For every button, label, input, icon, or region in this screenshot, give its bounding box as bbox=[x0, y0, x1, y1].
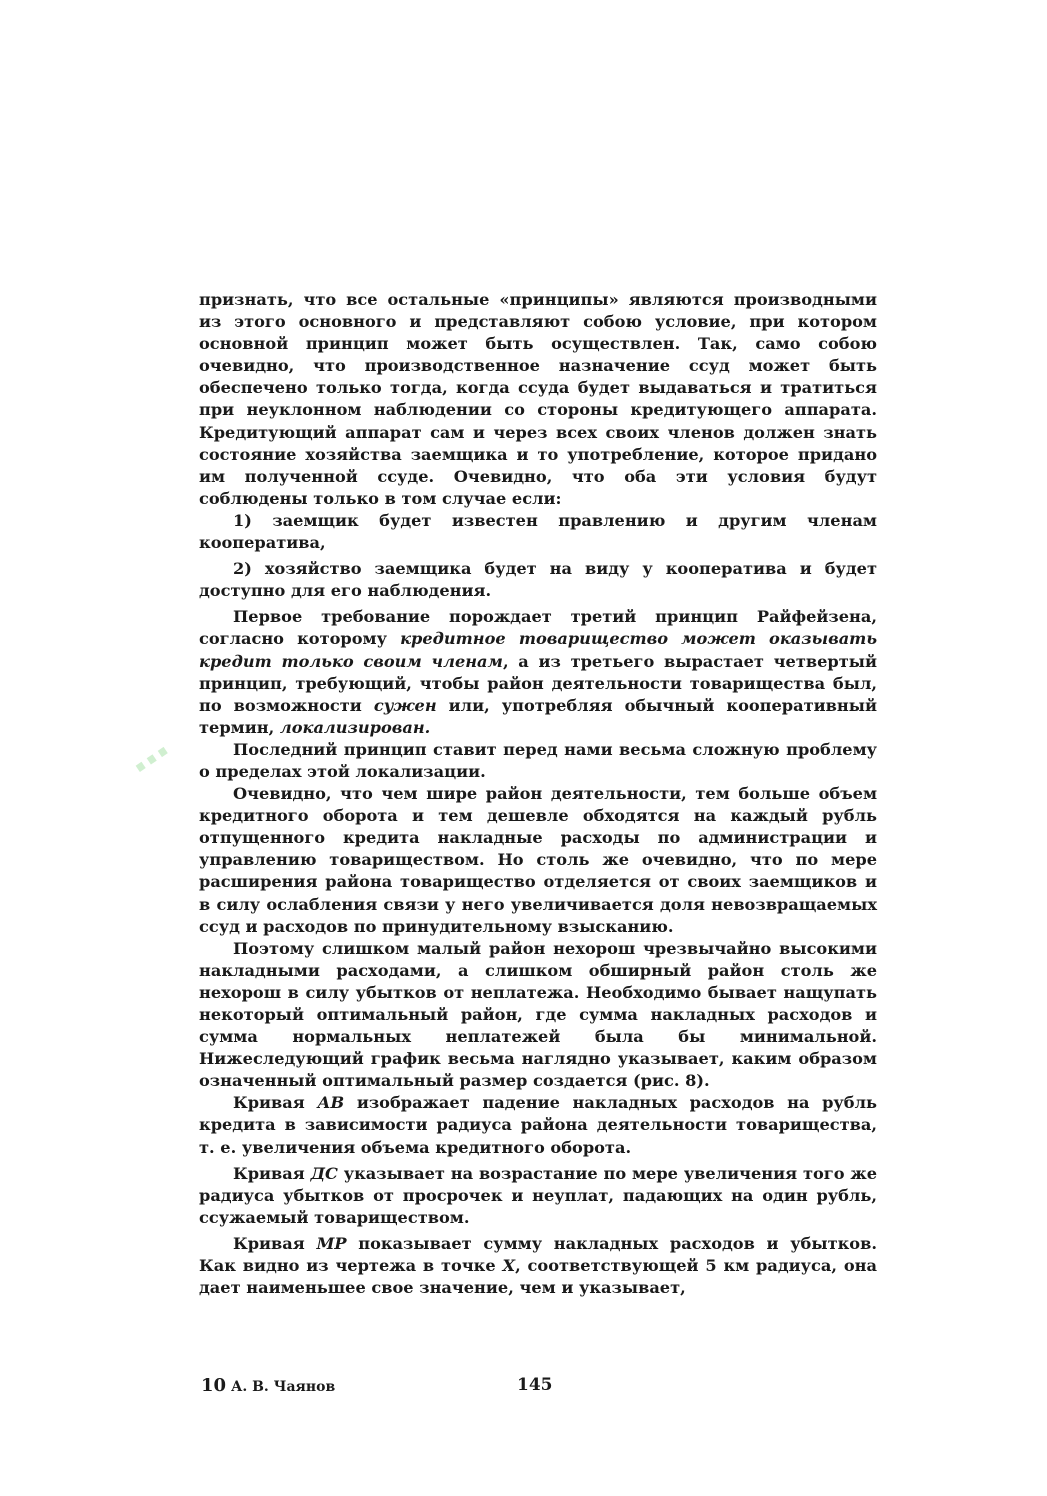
page-number: 145 bbox=[517, 1375, 553, 1395]
list-item-1: 1) заемщик будет известен правлению и другим членам кооператива, bbox=[199, 510, 877, 553]
paragraph-5: Поэтому слишком малый район нехорош чрезвычайно высокими накладными расходами, а слишком обширный район столь же нехорош в силу убытков от неплатежа. Необходимо бывает нащупать некоторый оптимальный район, где сумма накладных расходов и сумма нормальных неплатежей была бы минимальной. Нижеследующий график весьма наглядно указывает, каким образом означенный оптимальный размер создается (рис. 8). bbox=[199, 938, 877, 1091]
watermark: … bbox=[117, 718, 181, 783]
paragraph-1: признать, что все остальные «принципы» являются производными из этого основного и представляют собою условие, при котором основной принцип может быть осуществлен. Так, само собою очевидно, что производственное назначение ссуд может быть обеспечено только тогда, когда ссуда будет выдаваться и тратиться при неуклонном наблюдении со стороны кредитующего аппарата. Кредитующий аппарат сам и через всех своих членов должен знать состояние хозяйства заемщика и то употребление, которое придано им полученной ссуде. Очевидно, что оба эти условия будут соблюдены только в том случае если: bbox=[199, 290, 877, 508]
signature-number: 10 bbox=[201, 1375, 227, 1396]
paragraph-2: Первое требование порождает третий принцип Райфейзена, согласно которому кредитное товарищество может оказывать кредит только своим членам, а из третьего вырастает четвертый принцип, требующий, чтобы район деятельности товарищества был, по возможности сужен или, употребляя обычный кооперативный термин, локализирован. bbox=[199, 607, 877, 737]
paragraph-3: Последний принцип ставит перед нами весьма сложную проблему о пределах этой локализации. bbox=[199, 739, 877, 781]
page-body bbox=[199, 289, 877, 1299]
paragraph-4: Очевидно, что чем шире район деятельности, тем больше объем кредитного оборота и тем дешевле обходятся на каждый рубль отпущенного кредита накладные расходы по администрации и управлению товариществом. Но столь же очевидно, что по мере расширения района товарищество отделяется от своих заемщиков и в силу ослабления связи у него увеличивается доля невозвращаемых ссуд и расходов по принудительному взысканию. bbox=[199, 784, 877, 936]
paragraph-6: Кривая АВ изображает падение накладных расходов на рубль кредита в зависимости радиуса района деятельности товарищества, т. е. увеличения объема кредитного оборота. bbox=[199, 1093, 877, 1157]
paragraph-8: Кривая МР показывает сумму накладных расходов и убытков. Как видно из чертежа в точке Х, соответствующей 5 км радиуса, она дает наименьшее свое значение, чем и указывает, bbox=[199, 1233, 877, 1298]
paragraph-7: Кривая ДС указывает на возрастание по мере увеличения того же радиуса убытков от просрочек и неуплат, падающих на один рубль, ссужаемый товариществом. bbox=[199, 1163, 877, 1227]
list-item-2: 2) хозяйство заемщика будет на виду у кооператива и будет доступно для его наблюдения. bbox=[199, 559, 877, 601]
signature-mark bbox=[201, 1375, 335, 1396]
signature-author: А. В. Чаянов bbox=[230, 1379, 336, 1395]
